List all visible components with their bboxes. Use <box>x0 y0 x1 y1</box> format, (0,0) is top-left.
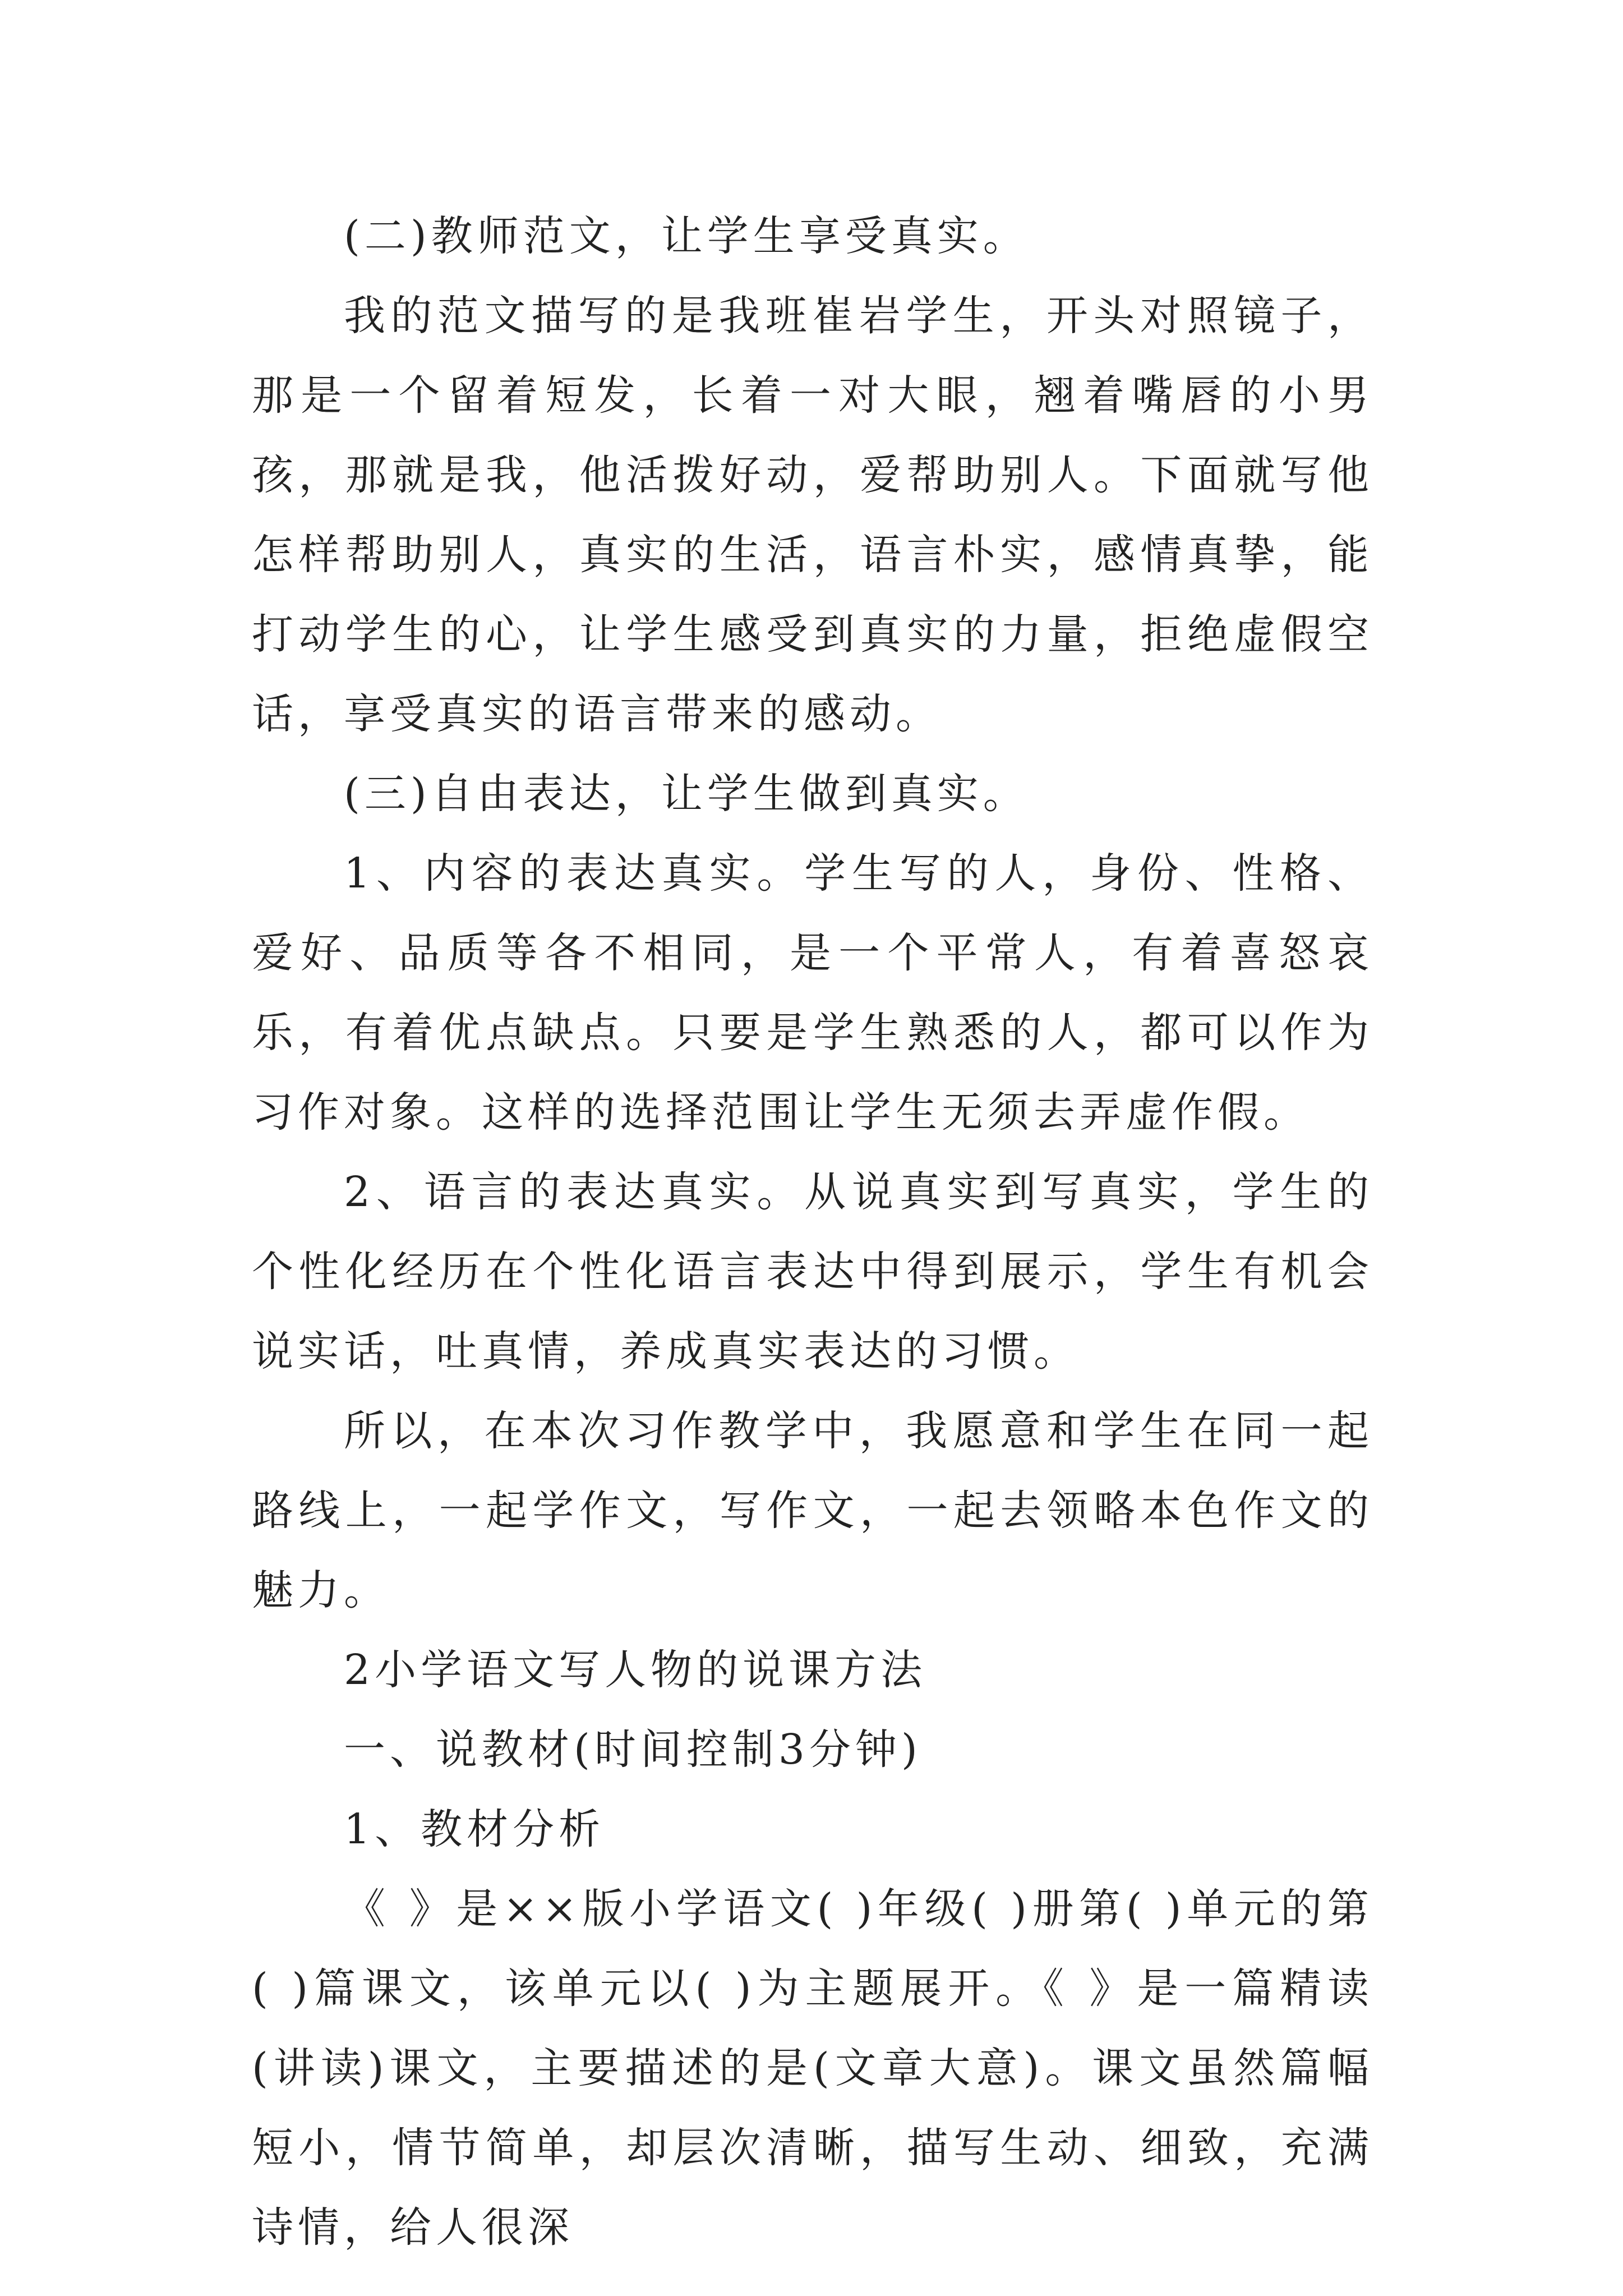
paragraph-teacher-model-heading: (二)教师范文，让学生享受真实。 <box>344 212 1029 260</box>
body-text <box>252 196 1373 2267</box>
paragraph-language-truth: 2、语言的表达真实。从说真实到写真实，学生的个性化经历在个性化语言表达中得到展示，学生有机会说实话，吐真情，养成真实表达的习惯。 <box>252 1168 1373 1375</box>
section-title: 2小学语文写人物的说课方法 <box>344 1646 927 1694</box>
heading-textbook-analysis: 1、教材分析 <box>344 1805 605 1853</box>
paragraph-textbook-analysis: 《 》是××版小学语文( )年级( )册第( )单元的第( )篇课文，该单元以( )为主题展开。《 》是一篇精读(讲读)课文，主要描述的是(文章大意)。课文虽然篇幅短小，情节简单，却层次清晰，描写生动、细致，充满诗情，给人很深 <box>252 1885 1373 2252</box>
paragraph-conclusion: 所以，在本次习作教学中，我愿意和学生在同一起路线上，一起学作文，写作文，一起去领略本色作文的魅力。 <box>252 1407 1373 1614</box>
heading-textbook: 一、说教材(时间控制3分钟) <box>344 1726 922 1774</box>
paragraph-model-essay: 我的范文描写的是我班崔岩学生，开头对照镜子，那是一个留着短发，长着一对大眼，翘着嘴唇的小男孩，那就是我，他活拨好动，爱帮助别人。下面就写他怎样帮助别人，真实的生活，语言朴实，感情真挚，能打动学生的心，让学生感受到真实的力量，拒绝虚假空话，享受真实的语言带来的感动。 <box>252 292 1373 738</box>
paragraph-content-truth: 1、内容的表达真实。学生写的人，身份、性格、爱好、品质等各不相同，是一个平常人，有着喜怒哀乐，有着优点缺点。只要是学生熟悉的人，都可以作为习作对象。这样的选择范围让学生无须去弄虚作假。 <box>252 849 1373 1137</box>
paragraph-free-expression-heading: (三)自由表达，让学生做到真实。 <box>344 770 1029 818</box>
